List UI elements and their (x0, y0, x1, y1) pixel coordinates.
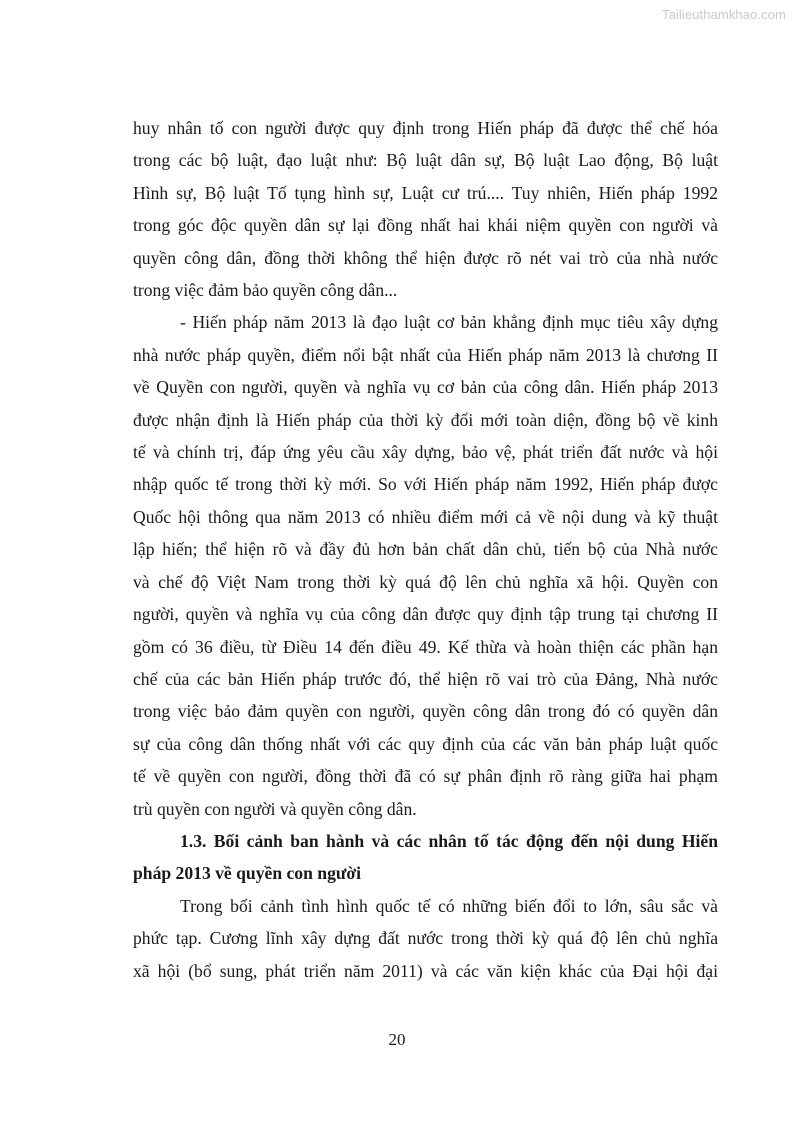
paragraph-3 (133, 890, 718, 987)
text-line: chế của các bản Hiến pháp trước đó, thể hiện rõ vai trò của Đảng, Nhà nước (133, 668, 718, 689)
document-body (133, 112, 718, 987)
text-line: Trong bối cảnh tình hình quốc tế có những biến đổi to lớn, sâu sắc và (180, 895, 718, 916)
heading-line: 1.3. Bối cảnh ban hành và các nhân tố tác động đến nội dung Hiến (180, 830, 718, 851)
text-line: người, quyền và nghĩa vụ của công dân được quy định tập trung tại chương II (133, 604, 718, 625)
text-line: sự của công dân thống nhất với các quy định của các văn bản pháp luật quốc (133, 733, 718, 754)
text-line: Hình sự, Bộ luật Tố tụng hình sự, Luật cư trú.... Tuy nhiên, Hiến pháp 1992 (133, 182, 718, 203)
text-line: - Hiến pháp năm 2013 là đạo luật cơ bản khẳng định mục tiêu xây dựng (180, 312, 718, 333)
text-line: huy nhân tố con người được quy định trong Hiến pháp đã được thể chế hóa (133, 118, 718, 138)
text-line: gồm có 36 điều, từ Điều 14 đến điều 49. Kế thừa và hoàn thiện các phần hạn (133, 636, 718, 657)
text-line: được nhận định là Hiến pháp của thời kỳ đổi mới toàn diện, đồng bộ về kinh (133, 409, 718, 430)
text-line: trong góc độc quyền dân sự lại đồng nhất hai khái niệm quyền con người và (133, 215, 718, 236)
text-line: trong việc đảm bảo quyền công dân... (133, 280, 398, 301)
text-line: trong các bộ luật, đạo luật như: Bộ luật dân sự, Bộ luật Lao động, Bộ luật (133, 150, 718, 171)
text-line: trù quyền con người và quyền công dân. (133, 798, 417, 819)
page-number: 20 (388, 1030, 406, 1049)
text-line: tế và chính trị, đáp ứng yêu cầu xây dựng, bảo vệ, phát triển đất nước và hội (133, 442, 718, 463)
text-line: xã hội (bổ sung, phát triển năm 2011) và các văn kiện khác của Đại hội đại (133, 960, 718, 981)
text-line: phức tạp. Cương lĩnh xây dựng đất nước trong thời kỳ quá độ lên chủ nghĩa (133, 928, 718, 949)
paragraph-1 (133, 112, 718, 306)
heading-line: pháp 2013 về quyền con người (133, 863, 362, 884)
text-line: tế về quyền con người, đồng thời đã có sự phân định rõ ràng giữa hai phạm (133, 766, 718, 787)
text-line: lập hiến; thể hiện rõ và đầy đủ hơn bản chất dân chủ, tiến bộ của Nhà nước (133, 539, 718, 560)
watermark-text: Tailieuthamkhao.com (661, 7, 786, 22)
text-line: và chế độ Việt Nam trong thời kỳ quá độ lên chủ nghĩa xã hội. Quyền con (133, 571, 718, 592)
text-line: Quốc hội thông qua năm 2013 có nhiều điểm mới cả về nội dung và kỹ thuật (133, 506, 718, 527)
text-line: trong việc bảo đảm quyền con người, quyền công dân trong đó có quyền dân (133, 701, 718, 722)
text-line: nhập quốc tế trong thời kỳ mới. So với Hiến pháp năm 1992, Hiến pháp được (133, 474, 718, 495)
text-line: quyền công dân, đồng thời không thể hiện được rõ nét vai trò của nhà nước (133, 247, 718, 268)
paragraph-2 (133, 306, 718, 825)
text-line: về Quyền con người, quyền và nghĩa vụ cơ bản của công dân. Hiến pháp 2013 (133, 377, 718, 398)
section-heading (133, 825, 718, 890)
text-line: nhà nước pháp quyền, điểm nổi bật nhất của Hiến pháp năm 2013 là chương II (133, 344, 718, 365)
